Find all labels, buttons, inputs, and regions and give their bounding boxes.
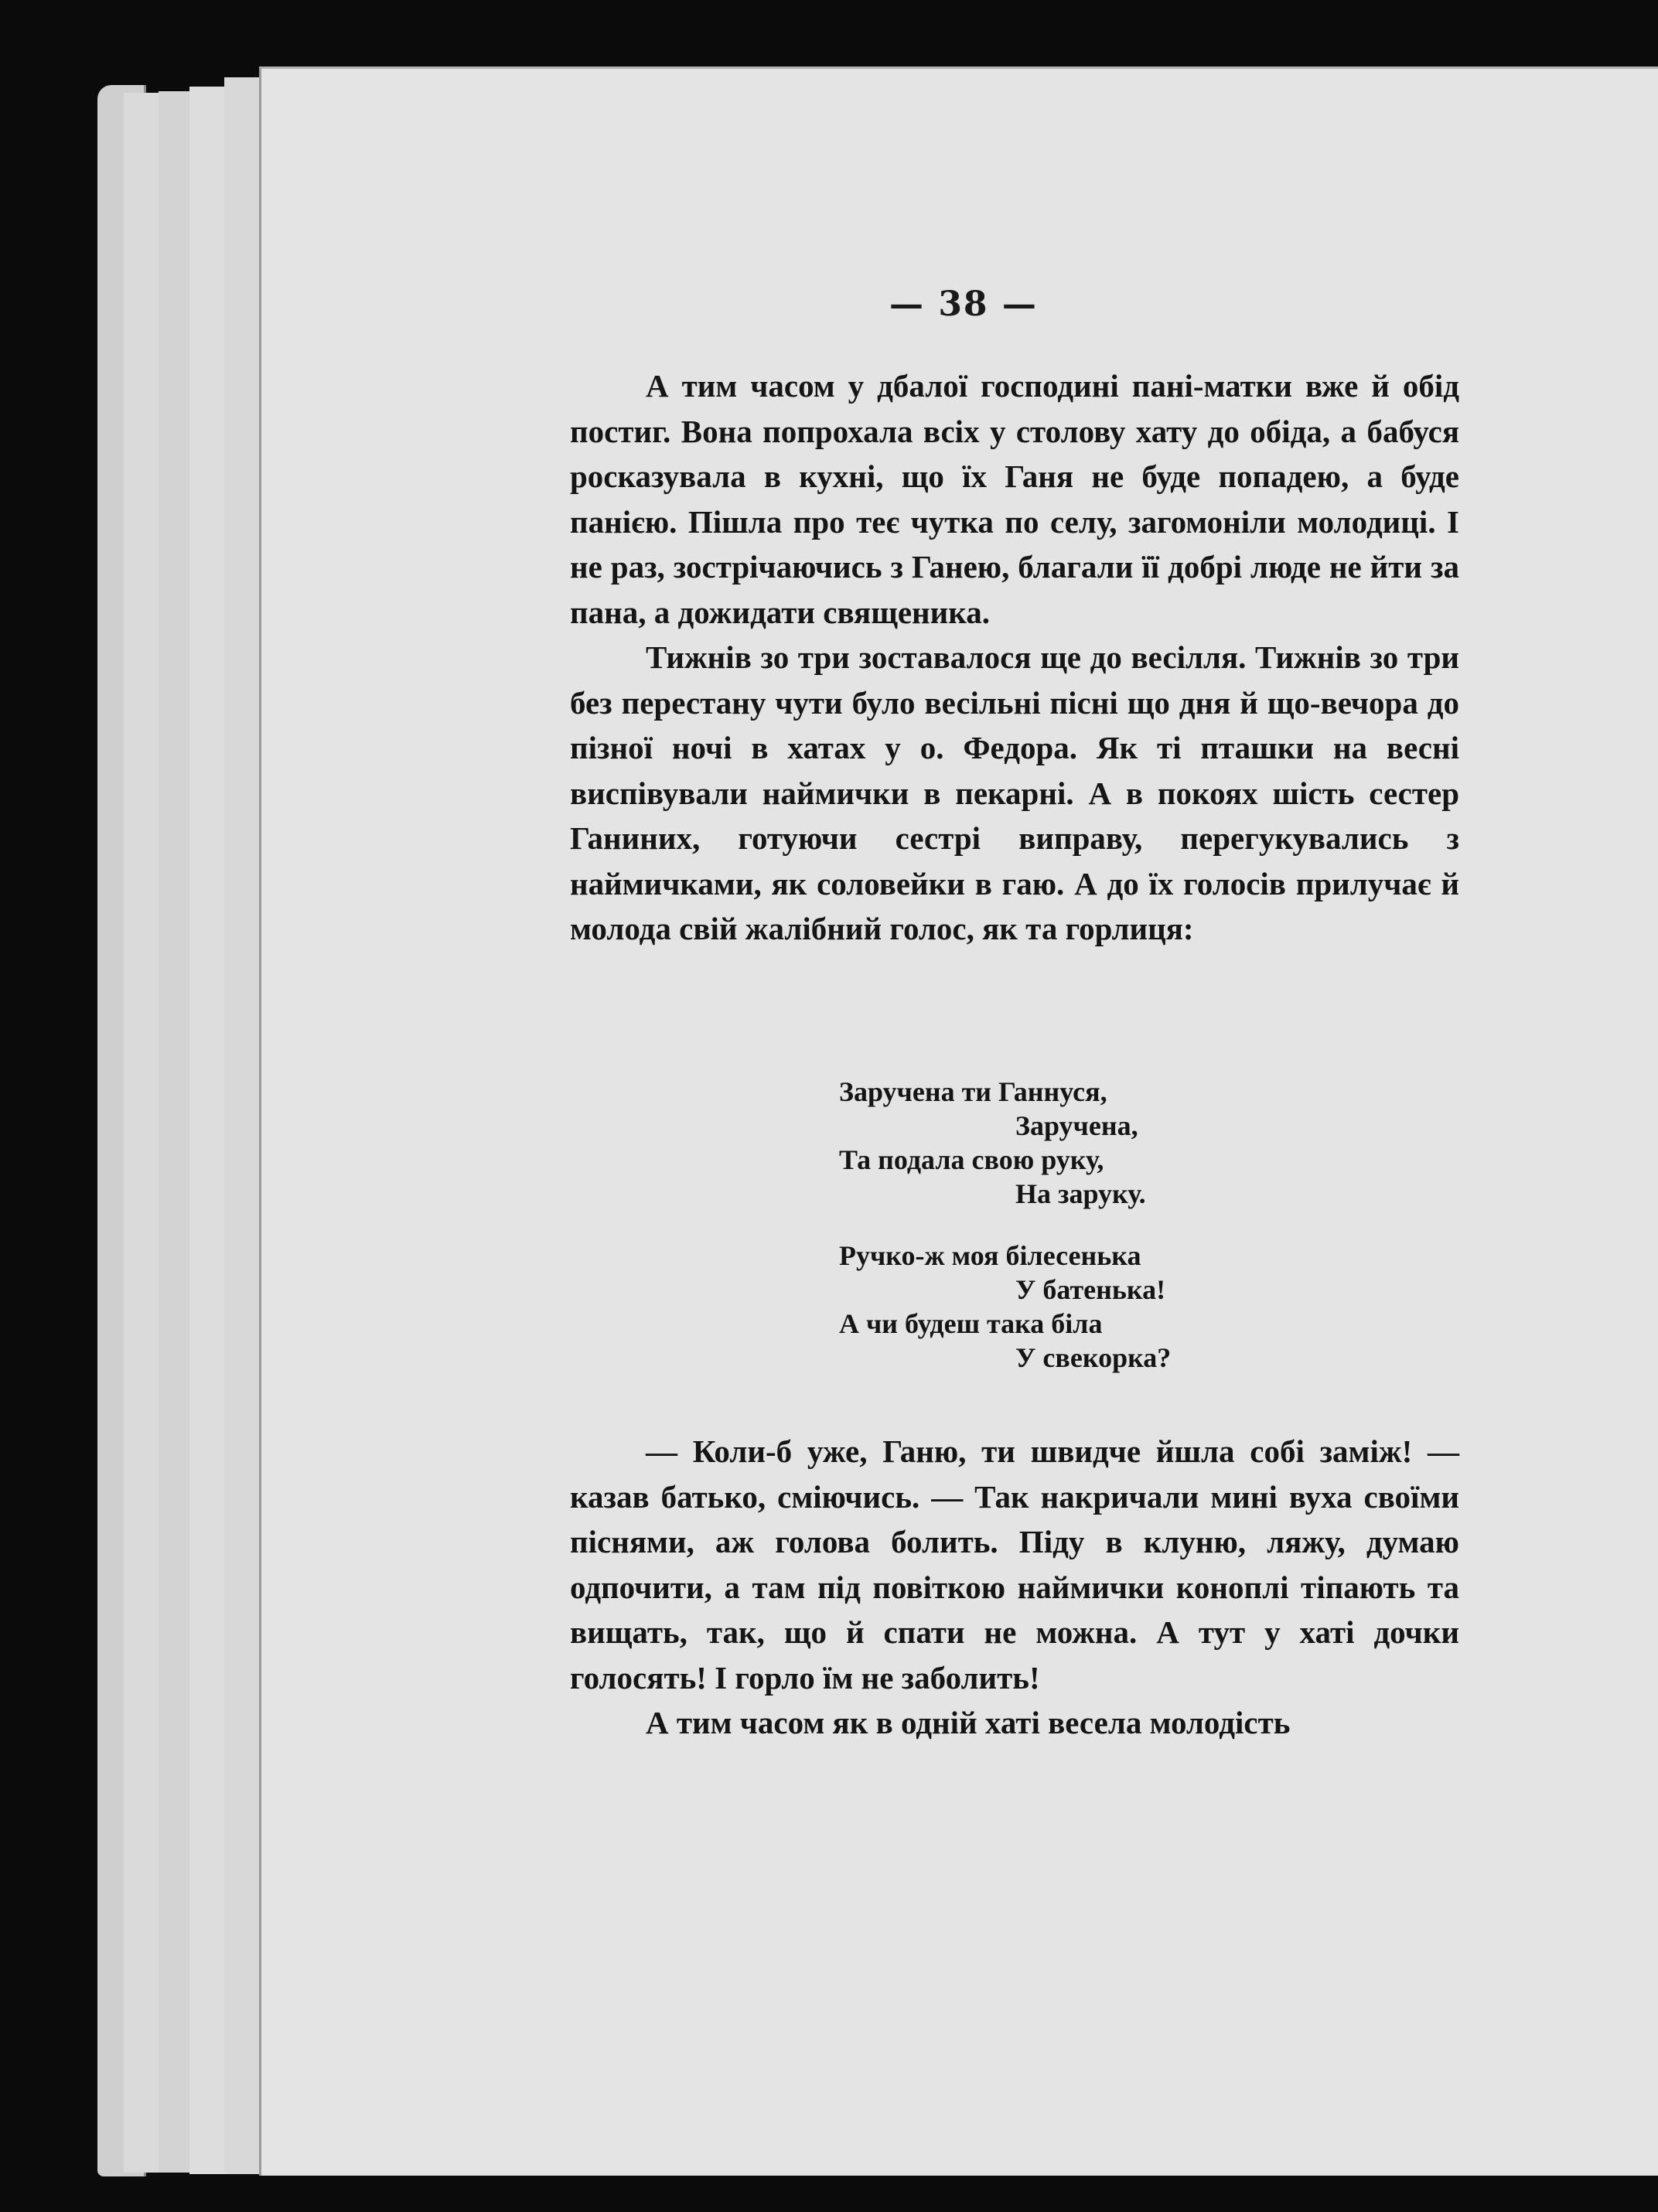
poem-line: У свекорка? xyxy=(1015,1342,1172,1373)
paragraph: — Коли-б уже, Ганю, ти швидче йшла собі заміж! — казав батько, сміючись. — Так накричали мині вуха своїми піснями, аж голова болить. Піду в клуню, ляжу, думаю одпочити, а там під повіткою наймички коноплі тіпають та вищать, так, що й спати не можна. А тут у хаті дочки голосять! І горло їм не заболить! xyxy=(570,1433,1459,1696)
paragraph: Тижнів зо три зоставалося ще до весілля. Тижнів зо три без перестану чути було весільні пісні що дня й що-вечора до пізної ночі в хатах у о. Федора. Як ті пташки на весні виспівували наймички в пекарні. А в покоях шість сестер Ганиних, готуючи сестрі виправу, перегукувались з наймичками, як соловейки в гаю. А до їх голосів прилучає й молода свій жалібний голос, як та горлиця: xyxy=(570,639,1459,946)
paragraph: А тим часом у дбалої господині пані-матки вже й обід постиг. Вона попрохала всіх у столову хату до обіда, а бабуся росказувала в кухні, що їх Ганя не буде попадею, а буде панією. Пішла про теє чутка по селу, загомоніли молодиці. І не раз, зострічаючись з Ганею, благали її добрі люде не йти за пана, а дожидати священика. xyxy=(570,368,1459,630)
poem-line: Заручена, xyxy=(1015,1110,1138,1141)
poem-line: На заруку. xyxy=(1015,1178,1146,1209)
text-block-top xyxy=(570,363,1459,952)
paragraph: А тим часом як в одній хаті весела молодість xyxy=(646,1705,1291,1740)
poem-line: Ручко-ж моя білесенька xyxy=(839,1240,1141,1271)
poem xyxy=(839,1075,1171,1403)
poem-line: У батенька! xyxy=(1015,1274,1166,1305)
page-number: — 38 — xyxy=(889,285,1038,324)
poem-line: Заручена ти Ганнуся, xyxy=(839,1076,1107,1107)
poem-stanza xyxy=(839,1239,1171,1375)
poem-line: А чи будеш така біла xyxy=(839,1308,1103,1339)
text-block-bottom xyxy=(570,1429,1459,1746)
poem-line: Та подала свою руку, xyxy=(839,1144,1104,1175)
poem-stanza xyxy=(839,1075,1171,1211)
